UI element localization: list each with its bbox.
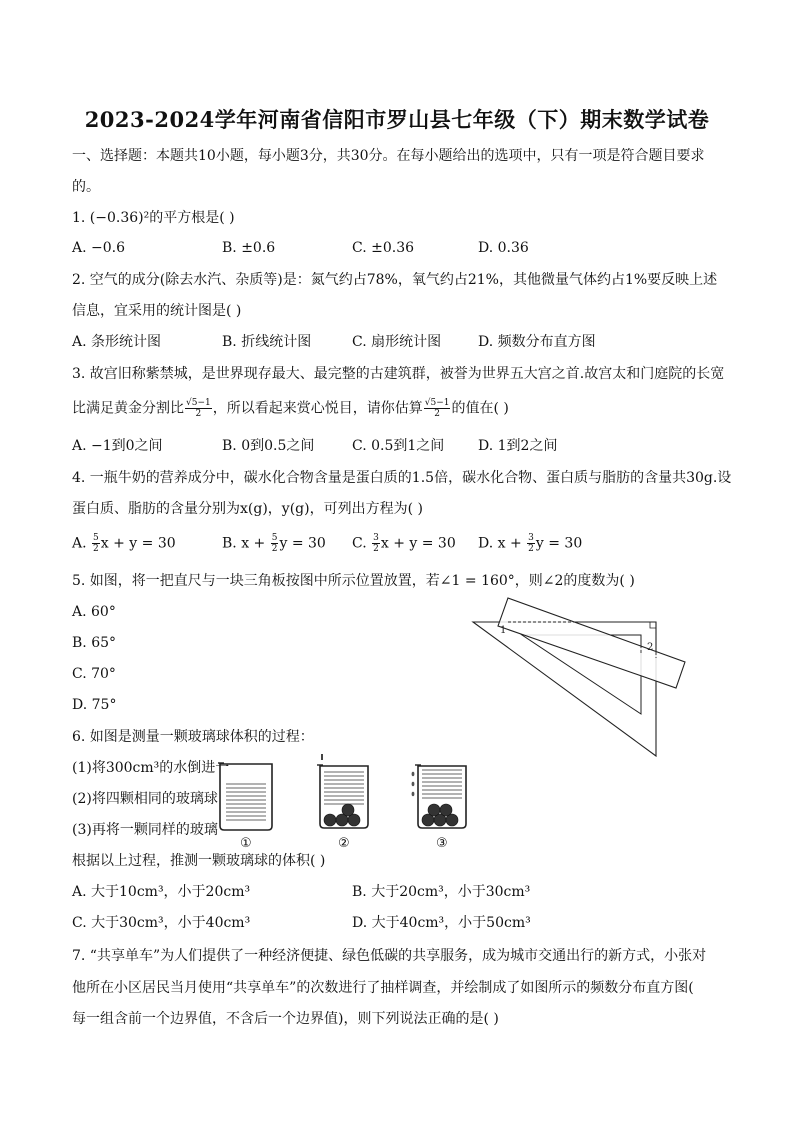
beaker-figure <box>214 754 476 850</box>
angle-1-label: 1 <box>500 625 507 636</box>
option-prefix: B. x + <box>222 535 270 552</box>
option-rest: x + y = 30 <box>380 535 456 552</box>
option-rest: y = 30 <box>535 535 583 552</box>
q6-step-1: (1)将300cm³的水倒进一 <box>72 760 230 776</box>
option-prefix: D. x + <box>478 535 527 552</box>
fraction-denominator: 2 <box>528 544 534 554</box>
q6-option-a: A. 大于10cm³，小于20cm³ <box>72 884 251 900</box>
beaker-2 <box>317 754 368 828</box>
fraction-denominator: 2 <box>271 544 278 554</box>
golden-ratio-fraction <box>185 398 212 419</box>
q6-stem: 6. 如图是测量一颗玻璃球体积的过程： <box>72 729 314 745</box>
q2-option-b: B. 折线统计图 <box>222 334 312 350</box>
q4-option-c <box>352 533 456 554</box>
figure-label-1: ① <box>240 836 252 850</box>
q6-step-3: (3)再将一颗同样的玻璃 <box>72 822 218 838</box>
beaker-1 <box>218 763 272 830</box>
beaker-3 <box>412 765 466 828</box>
fraction-numerator: 5 <box>271 533 278 543</box>
option-prefix: A. <box>72 535 92 552</box>
q1-option-b: B. ±0.6 <box>222 240 276 256</box>
option-fraction <box>271 533 279 554</box>
q4-stem-line2: 蛋白质、脂肪的含量分别为x(g)，y(g)，可列出方程为( ) <box>72 501 423 517</box>
q2-stem-line2: 信息，宜采用的统计图是( ) <box>72 303 242 319</box>
q6-option-d: D. 大于40cm³，小于50cm³ <box>352 915 531 931</box>
q3-option-a: A. −1到0之间 <box>72 438 163 454</box>
glass-balls-2 <box>324 804 360 826</box>
q4-option-b <box>222 533 326 554</box>
q6-step-2: (2)将四颗相同的玻璃球 <box>72 791 218 807</box>
q6-question: 根据以上过程，推测一颗玻璃球的体积( ) <box>72 853 326 869</box>
q1-option-a: A. −0.6 <box>72 240 126 256</box>
q1-option-c: C. ±0.36 <box>352 240 415 256</box>
water-lines-1 <box>226 784 266 820</box>
q4-stem-line1: 4. 一瓶牛奶的营养成分中，碳水化合物含量是蛋白质的1.5倍，碳水化合物、蛋白质与脂肪的含量共30g.设 <box>72 470 732 486</box>
q3-text-c: 的值在( ) <box>451 400 509 417</box>
fraction-numerator: 3 <box>528 533 534 543</box>
option-fraction <box>527 533 535 554</box>
q5-option-c: C. 70° <box>72 666 116 682</box>
fraction-denominator: 2 <box>373 544 379 554</box>
q4-option-d <box>478 533 582 554</box>
q3-option-b: B. 0到0.5之间 <box>222 438 315 454</box>
q3-text-b: ，所以看起来赏心悦目，请你估算 <box>212 400 423 417</box>
glass-balls-3 <box>422 804 458 826</box>
angle-2-label: 2 <box>647 642 654 653</box>
q4-option-a <box>72 533 176 554</box>
option-prefix: C. <box>352 535 372 552</box>
water-drops <box>412 772 415 796</box>
fraction-numerator: 3 <box>373 533 379 543</box>
q7-line1: 7. “共享单车”为人们提供了一种经济便捷、绿色低碳的共享服务，成为城市交通出行的新方式，小张对 <box>72 948 707 964</box>
q7-line2: 他所在小区居民当月使用“共享单车”的次数进行了抽样调查，并绘制成了如图所示的频数分布直方图( <box>72 980 694 996</box>
fraction-numerator: 5 <box>93 533 99 543</box>
q1-stem: 1. (−0.36)²的平方根是( ) <box>72 210 235 226</box>
q5-option-a: A. 60° <box>72 604 116 620</box>
q3-stem-line2 <box>72 398 509 419</box>
q5-option-b: B. 65° <box>72 635 117 651</box>
option-fraction <box>372 533 380 554</box>
option-rest: y = 30 <box>279 535 326 552</box>
q2-option-a: A. 条形统计图 <box>72 334 162 350</box>
fraction-numerator-2: √5−1 <box>424 398 450 408</box>
ruler <box>498 598 685 688</box>
q2-stem-line1: 2. 空气的成分(除去水汽、杂质等)是：氮气约占78%，氧气约占21%，其他微量气体约占1%要反映上述 <box>72 272 718 288</box>
fraction-numerator: √5−1 <box>186 398 211 408</box>
figure-label-3: ③ <box>436 836 448 850</box>
q5-option-d: D. 75° <box>72 697 117 713</box>
ruler-triangle-figure <box>470 592 695 762</box>
page-title: 2023-2024学年河南省信阳市罗山县七年级（下）期末数学试卷 <box>84 107 710 132</box>
q3-stem-line1: 3. 故宫旧称紫禁城，是世界现存最大、最完整的古建筑群，被誉为世界五大宫之首.故宫太和门庭院的长宽 <box>72 366 725 382</box>
q7-line3: 每一组含前一个边界值，不含后一个边界值)，则下列说法正确的是( ) <box>72 1011 499 1027</box>
section-heading-line1: 一、选择题：本题共10小题，每小题3分，共30分。在每小题给出的选项中，只有一项是符合题目要求 <box>72 148 705 164</box>
q6-option-b: B. 大于20cm³，小于30cm³ <box>352 884 531 900</box>
figure-label-2: ② <box>338 836 350 850</box>
q1-option-d: D. 0.36 <box>478 240 529 256</box>
q3-text-a: 比满足黄金分割比 <box>72 400 184 417</box>
fraction-denominator-2: 2 <box>434 409 440 419</box>
q2-option-d: D. 频数分布直方图 <box>478 334 596 350</box>
section-heading-line2: 的。 <box>72 179 100 195</box>
golden-ratio-fraction-2 <box>424 398 451 419</box>
q3-option-d: D. 1到2之间 <box>478 438 558 454</box>
option-rest: x + y = 30 <box>100 535 176 552</box>
q3-option-c: C. 0.5到1之间 <box>352 438 445 454</box>
q5-stem: 5. 如图，将一把直尺与一块三角板按图中所示位置放置，若∠1 = 160°，则∠2的度数为( ) <box>72 573 635 589</box>
fraction-denominator: 2 <box>93 544 99 554</box>
right-angle-mark <box>650 622 656 628</box>
fraction-denominator: 2 <box>195 409 202 419</box>
q2-option-c: C. 扇形统计图 <box>352 334 442 350</box>
option-fraction <box>92 533 100 554</box>
q6-option-c: C. 大于30cm³，小于40cm³ <box>72 915 251 931</box>
